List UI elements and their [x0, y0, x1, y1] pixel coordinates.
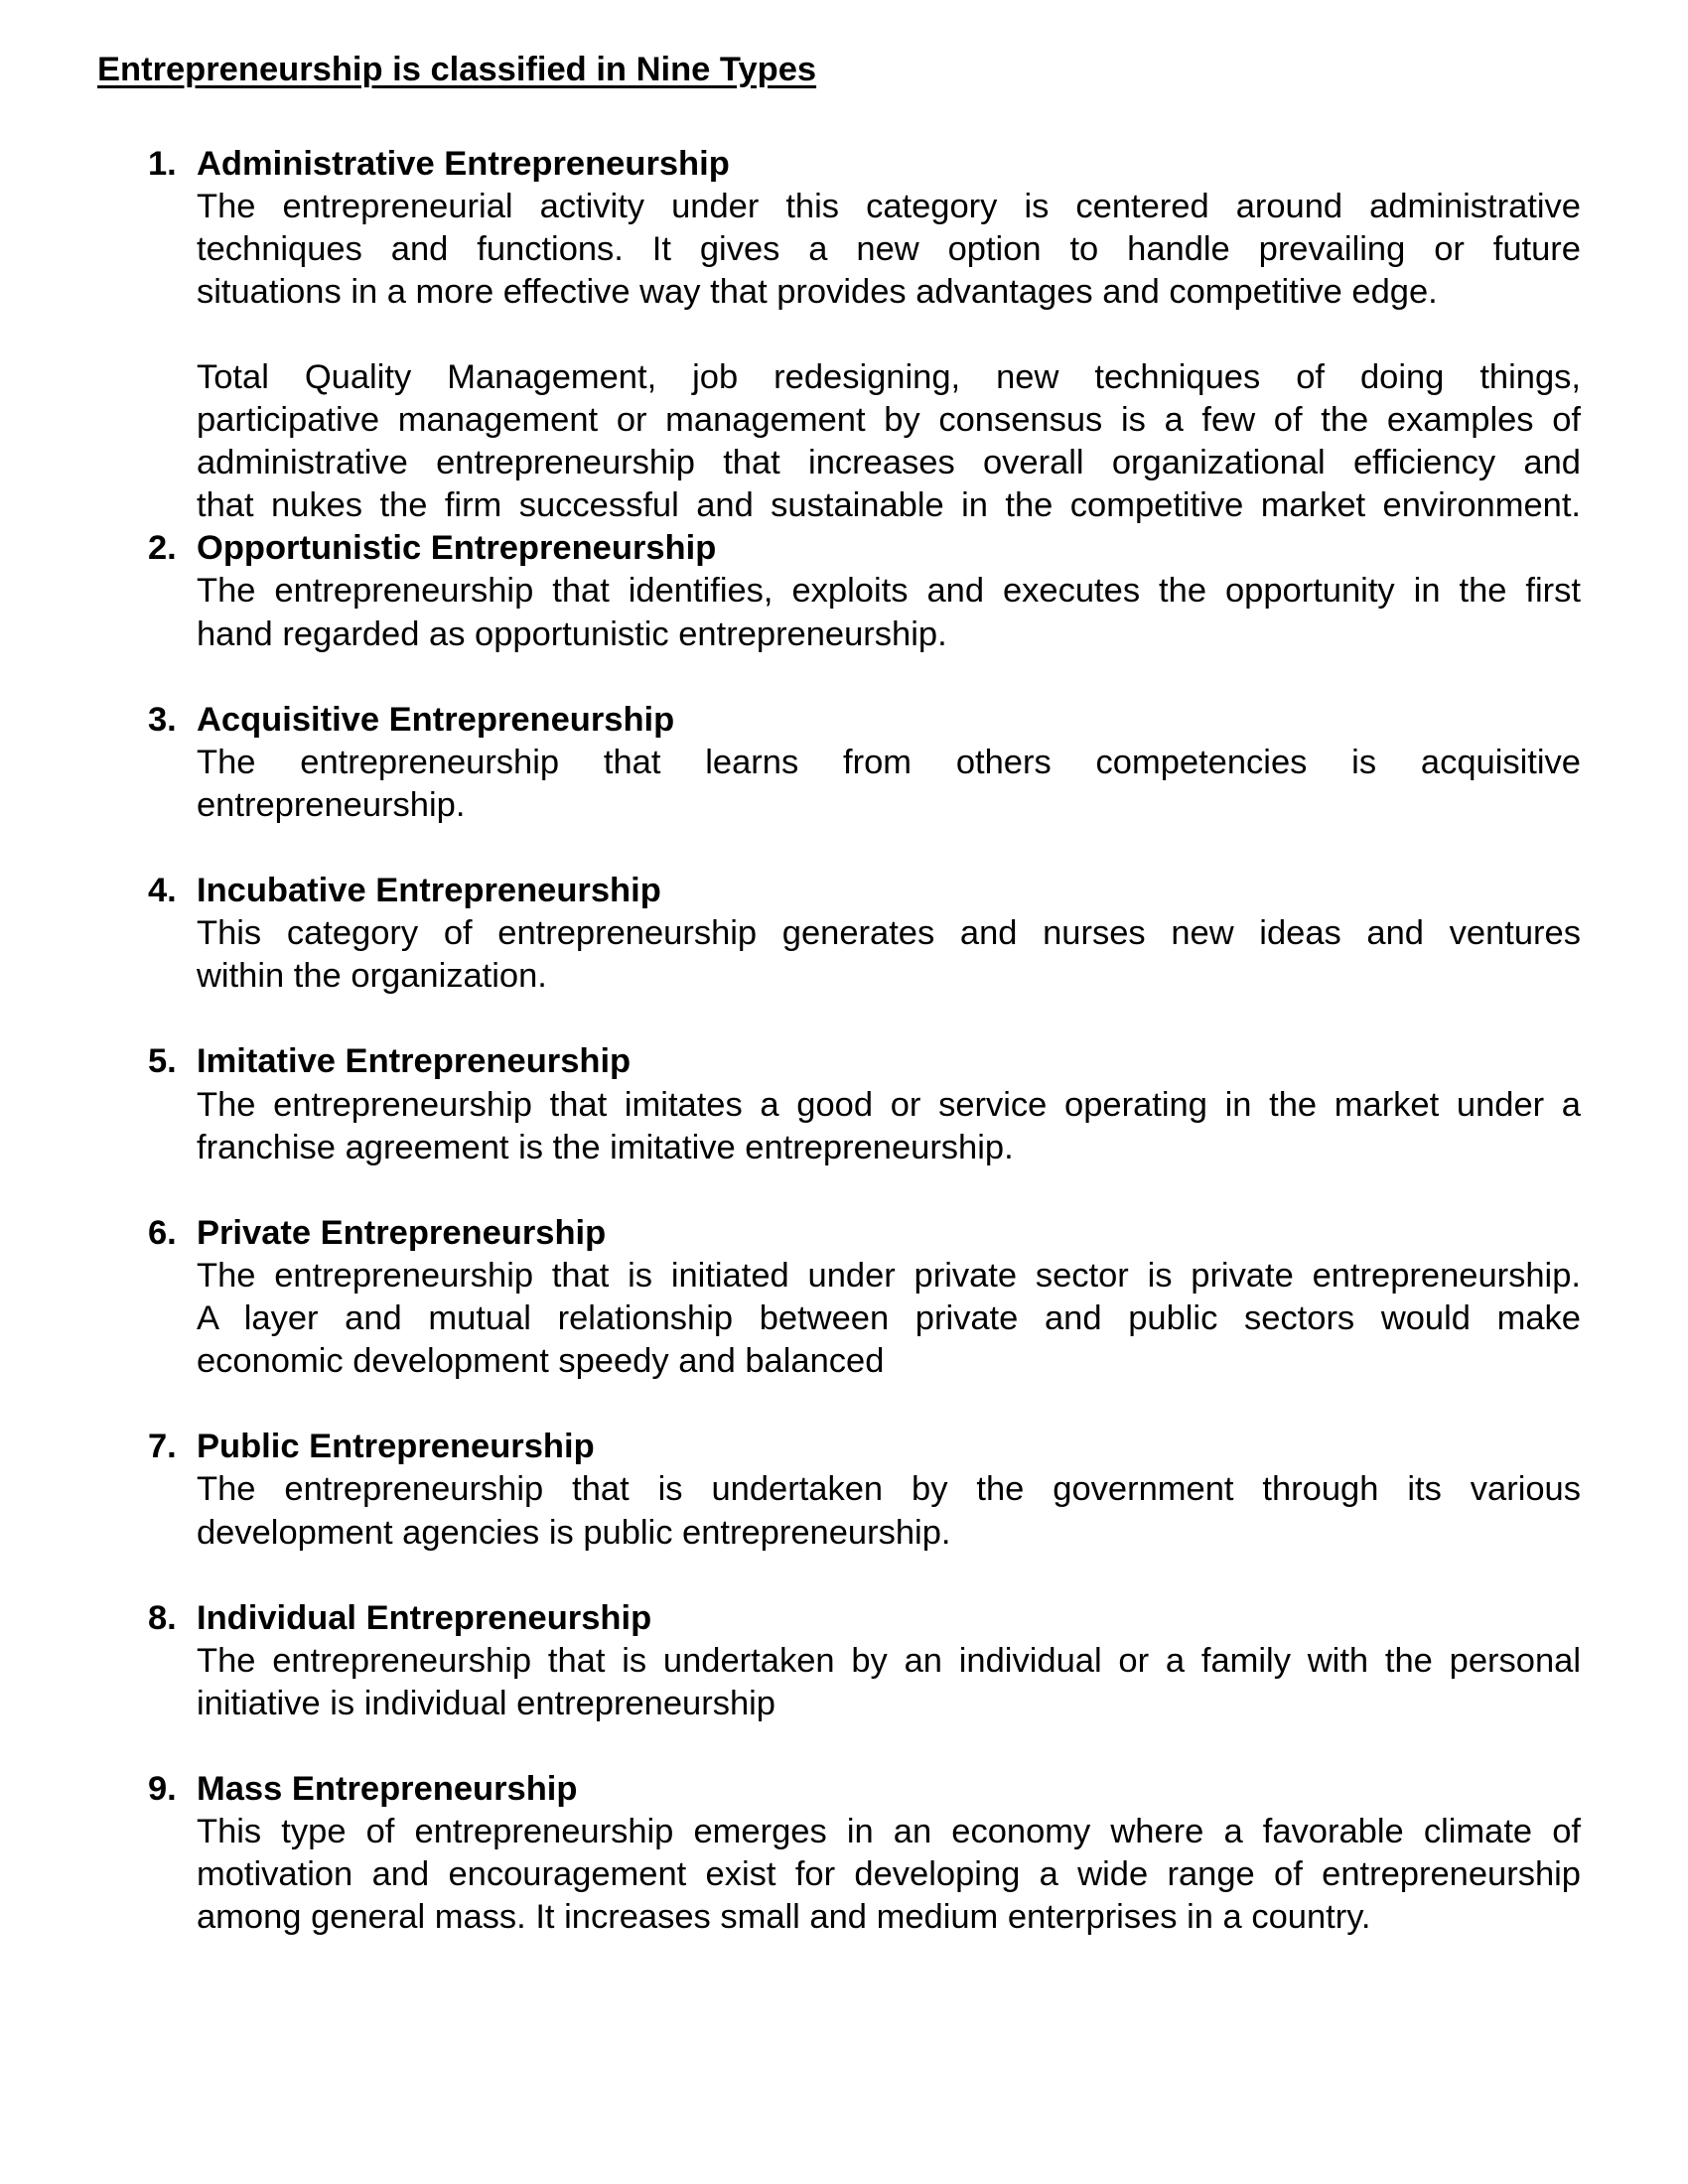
- text-line: economic development speedy and balanced: [197, 1342, 885, 1381]
- text-line: This category of entrepreneurship generates and nurses new ideas and ventures: [197, 914, 1581, 953]
- text-line: The entrepreneurial activity under this category is centered around administrative: [197, 187, 1581, 225]
- text-line: franchise agreement is the imitative entrepreneurship.: [197, 1128, 1014, 1166]
- text-line: that nukes the firm successful and sustainable in the competitive market environment.: [197, 486, 1581, 525]
- text-line: situations in a more effective way that provides advantages and competitive edge.: [197, 272, 1438, 311]
- text-line: A layer and mutual relationship between private and public sectors would make: [197, 1299, 1581, 1338]
- item-paragraph: [197, 570, 1581, 655]
- list-item-administrative: [0, 143, 1688, 528]
- text-line: The entrepreneurship that is undertaken by the government through its various: [197, 1470, 1581, 1509]
- item-paragraph: [197, 1640, 1581, 1725]
- item-paragraph: [197, 1811, 1581, 1939]
- item-heading: Private Entrepreneurship: [197, 1213, 607, 1252]
- item-heading: Incubative Entrepreneurship: [197, 872, 661, 910]
- text-line: The entrepreneurship that imitates a good or service operating in the market under a: [197, 1085, 1581, 1124]
- list-item-opportunistic: [0, 527, 1688, 655]
- text-line: Total Quality Management, job redesigning, new techniques of doing things,: [197, 357, 1581, 396]
- list-item-public: [0, 1426, 1688, 1554]
- text-line: The entrepreneurship that learns from others competencies is acquisitive: [197, 743, 1581, 781]
- item-number: 5.: [148, 1042, 177, 1081]
- text-line: The entrepreneurship that identifies, exploits and executes the opportunity in the first: [197, 572, 1581, 611]
- text-line: The entrepreneurship that is undertaken by an individual or a family with the personal: [197, 1641, 1581, 1680]
- text-line: entrepreneurship.: [197, 785, 466, 824]
- item-paragraph: [197, 356, 1581, 527]
- item-number: 3.: [148, 700, 177, 739]
- text-line: within the organization.: [197, 957, 547, 996]
- text-line: initiative is individual entrepreneurship: [197, 1684, 775, 1722]
- list-item-individual: [0, 1597, 1688, 1725]
- list-item-mass: [0, 1768, 1688, 1939]
- item-paragraph: [197, 742, 1581, 827]
- text-line: hand regarded as opportunistic entrepreneurship.: [197, 614, 947, 653]
- text-line: motivation and encouragement exist for developing a wide range of entrepreneurship: [197, 1855, 1581, 1894]
- text-line: This type of entrepreneurship emerges in an economy where a favorable climate of: [197, 1813, 1581, 1851]
- text-line: participative management or management by consensus is a few of the examples of: [197, 401, 1581, 440]
- item-number: 1.: [148, 144, 177, 183]
- item-number: 6.: [148, 1213, 177, 1252]
- item-paragraph: [197, 1255, 1581, 1383]
- text-line: among general mass. It increases small and medium enterprises in a country.: [197, 1898, 1371, 1937]
- text-line: development agencies is public entrepreneurship.: [197, 1513, 951, 1552]
- list-item-imitative: [0, 1040, 1688, 1168]
- list-item-acquisitive: [0, 699, 1688, 827]
- item-heading: Mass Entrepreneurship: [197, 1770, 578, 1809]
- list-item-incubative: [0, 870, 1688, 998]
- item-paragraph: [197, 1468, 1581, 1554]
- item-number: 4.: [148, 872, 177, 910]
- item-number: 9.: [148, 1770, 177, 1809]
- text-line: The entrepreneurship that is initiated under private sector is private entrepreneurship.: [197, 1256, 1581, 1295]
- item-heading: Opportunistic Entrepreneurship: [197, 529, 717, 568]
- text-line: administrative entrepreneurship that increases overall organizational efficiency and: [197, 444, 1581, 482]
- list-item-private: [0, 1212, 1688, 1383]
- item-paragraph: [197, 1084, 1581, 1169]
- text-line: techniques and functions. It gives a new option to handle prevailing or future: [197, 229, 1581, 268]
- item-heading: Acquisitive Entrepreneurship: [197, 700, 675, 739]
- item-heading: Imitative Entrepreneurship: [197, 1042, 632, 1081]
- page-title: Entrepreneurship is classified in Nine Types: [97, 50, 817, 88]
- item-number: 2.: [148, 529, 177, 568]
- item-paragraph: [197, 186, 1581, 314]
- item-heading: Public Entrepreneurship: [197, 1428, 595, 1466]
- item-paragraph: [197, 912, 1581, 998]
- entrepreneurship-types-list: [0, 143, 1688, 1940]
- item-number: 7.: [148, 1428, 177, 1466]
- item-number: 8.: [148, 1598, 177, 1637]
- item-heading: Individual Entrepreneurship: [197, 1598, 652, 1637]
- item-heading: Administrative Entrepreneurship: [197, 144, 730, 183]
